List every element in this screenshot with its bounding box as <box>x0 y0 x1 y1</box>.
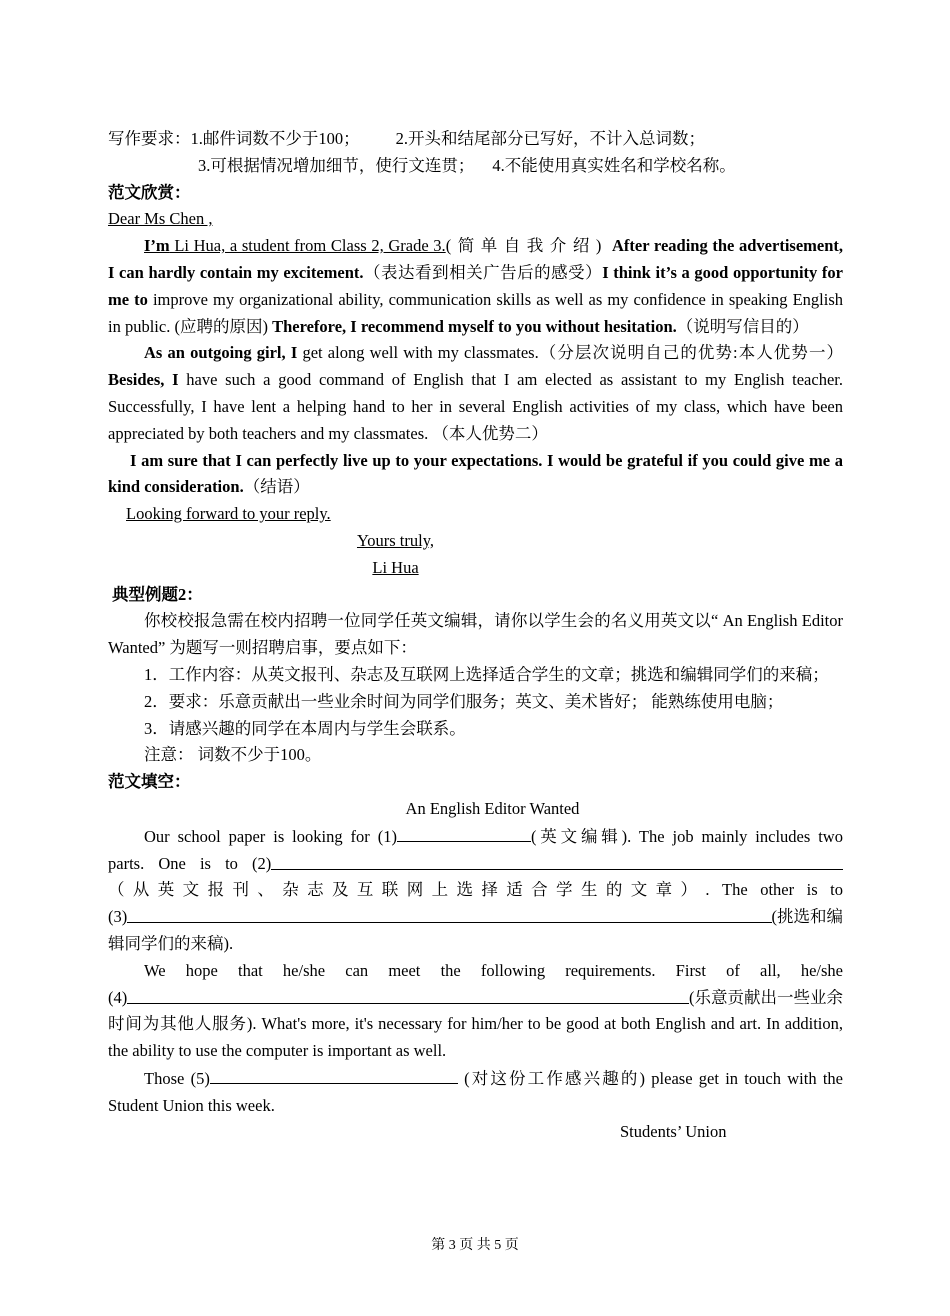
fill-line-5: 辑同学们的来稿). <box>108 933 234 953</box>
fill-p3-a: Those (5) <box>144 1068 210 1088</box>
blank-3[interactable] <box>127 904 771 923</box>
letter-paragraph-1 <box>108 233 843 340</box>
letter-closing: Looking forward to your reply. <box>126 504 331 524</box>
page-footer: 第 3 页 共 5 页 <box>431 1238 519 1253</box>
letter-p2-d: have such a good command of English that I am elected as assistant to my English teacher. Successfully, I have lent a helping hand to her in several English activities of my class, which have been appreciated by both teachers and my classmates. <box>108 370 843 443</box>
example2-point-1: 1．工作内容：从英文报刊、杂志及互联网上选择适合学生的文章；挑选和编辑同学们的来稿； <box>144 664 829 684</box>
letter-p2-a: As an outgoing girl, I <box>144 343 298 363</box>
letter-sentence-4: Therefore, I recommend myself to you without hesitation. <box>272 316 677 336</box>
blank-5[interactable] <box>210 1065 458 1084</box>
fill-line-2 <box>108 851 843 878</box>
blank-2[interactable] <box>271 851 843 870</box>
letter-p3-note: （结语） <box>243 477 310 497</box>
example2-point-2: 2．要求：乐意贡献出一些业余时间为同学们服务；英文、美术皆好； 能熟练使用电脑； <box>144 691 784 711</box>
requirements-line-2 <box>108 153 843 180</box>
letter-sentence-3b: improve my organizational ability, communication skills as well as my confidence in speaking English in public. <box>108 289 843 336</box>
letter-note-2: （表达看到相关广告后的感受） <box>363 262 603 282</box>
blank-1[interactable] <box>397 823 531 842</box>
fill-p1-a: Our school paper is looking for (1) <box>144 826 397 846</box>
example2-point-3: 3．请感兴趣的同学在本周内与学生会联系。 <box>144 718 466 738</box>
fill-sign: Students’ Union <box>620 1122 727 1142</box>
fill-paragraph-2-rest: 时间为其他人服务). What's more, it's necessary for him/her to be good at both English and art. In addition, the ability to use the computer is important as well. <box>108 1014 843 1061</box>
document-page <box>108 126 843 1146</box>
letter-paragraph-3 <box>108 448 843 502</box>
letter-p2-c: Besides, I <box>108 370 179 390</box>
fill-p1-d: （从英文报刊、杂志及互联网上选择适合学生的文章）. The other is to <box>108 880 843 900</box>
fill-p2-c: (乐意贡献出一些业余 <box>689 987 843 1007</box>
letter-yours: Yours truly, <box>356 530 435 550</box>
fill-line-6: We hope that he/she can meet the following requirements. First of all, he/she <box>144 960 843 980</box>
letter-note-3: (应聘的原因) <box>174 316 268 336</box>
letter-note-4: （说明写信目的） <box>676 316 809 336</box>
requirement-1: 1.邮件词数不少于100； <box>190 129 360 148</box>
letter-p2-b: get along well with my classmates. <box>297 343 539 363</box>
fill-p1-b: (英文编辑). The job mainly includes two <box>530 826 843 846</box>
fill-p1-e: (3) <box>108 907 128 927</box>
letter-im: I’m <box>144 236 170 256</box>
example2-note: 注意： 词数不少于100。 <box>144 745 322 765</box>
fill-p3-b: (对这份工作感兴趣的) please get in touch with the Student Union this week. <box>108 1068 843 1115</box>
fill-line-1 <box>108 823 843 851</box>
letter-sentence-2: After reading the advertisement, I can hardly contain my excitement. <box>108 236 844 282</box>
requirements-label: 写作要求： <box>108 129 191 148</box>
letter-paragraph-2 <box>108 340 843 447</box>
letter-name: Li Hua <box>372 557 419 577</box>
fill-heading: 范文填空： <box>108 772 191 792</box>
fill-line-4 <box>108 904 843 931</box>
letter-salutation: Dear Ms Chen , <box>108 209 213 229</box>
requirements-line-1 <box>108 126 843 153</box>
letter-name-line <box>108 555 843 582</box>
fill-line-3 <box>108 877 843 904</box>
fill-p1-f: (挑选和编 <box>771 907 843 927</box>
requirement-3: 3.可根据情况增加细节，使行文连贯； <box>198 155 475 175</box>
letter-sentence-3a: I think it’s a good opportunity for me to <box>108 262 844 309</box>
sample-heading: 范文欣赏： <box>108 182 191 202</box>
fill-line-7 <box>108 985 843 1012</box>
fill-title: An English Editor Wanted <box>405 798 580 818</box>
example2-intro: 你校校报急需在校内招聘一位同学任英文编辑，请你以学生会的名义用英文以“ An English Editor Wanted” 为题写一则招聘启事，要点如下： <box>108 611 843 658</box>
requirement-2: 2.开头和结尾部分已写好，不计入总词数； <box>395 129 705 148</box>
fill-p2-b: (4) <box>108 987 128 1007</box>
example2-heading: 典型例题2： <box>112 584 203 604</box>
blank-4[interactable] <box>127 985 689 1004</box>
letter-p3: I am sure that I can perfectly live up to your expectations. I would be grateful if you could give me a kind consideration. <box>108 450 843 497</box>
fill-paragraph-3 <box>108 1065 843 1120</box>
letter-yours-line <box>108 528 843 555</box>
requirement-4: 4.不能使用真实姓名和学校名称。 <box>492 155 736 175</box>
letter-p2-note-1: （分层次说明自己的优势:本人优势一） <box>538 343 844 363</box>
letter-p2-note-2: （本人优势二） <box>432 423 548 443</box>
letter-intro: Li Hua, a student from Class 2, Grade 3. <box>169 236 446 256</box>
letter-note-1: (简单自我介绍) <box>445 236 608 256</box>
letter-closing-line <box>108 501 843 528</box>
fill-p1-c: parts. One is to (2) <box>108 853 272 873</box>
